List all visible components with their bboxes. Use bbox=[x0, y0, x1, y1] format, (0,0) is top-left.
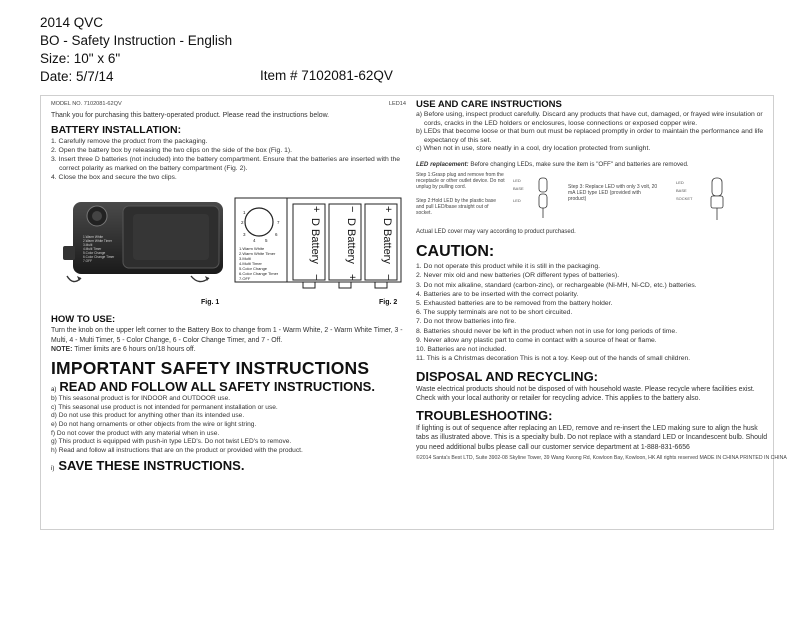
note-text: Timer limits are 6 hours on/18 hours off. bbox=[72, 345, 196, 353]
mode-label: 5.Color Change bbox=[239, 266, 268, 272]
use-care-item: b) LEDs that become loose or that burn out must be replaced promptly in order to maintain the performance and life expectancy of this set. bbox=[416, 128, 764, 144]
box-mode-label: 5.Color Change bbox=[83, 251, 106, 256]
mode-label: 4.Multi Timer bbox=[239, 261, 262, 267]
safety-item: d) Do not use this product for anything other than its intended use. bbox=[51, 412, 245, 420]
save-text: SAVE THESE INSTRUCTIONS. bbox=[58, 458, 245, 474]
read-follow-heading bbox=[51, 379, 406, 394]
base-label: BASE bbox=[676, 187, 687, 193]
step2-text: Step 2:Hold LED by the plastic base and pull LED/base straight out of socket. bbox=[416, 197, 497, 216]
battery-label: D Battery bbox=[345, 218, 357, 265]
mode-label: 1.Warm White bbox=[239, 246, 265, 252]
led-replacement-label: LED replacement: bbox=[416, 160, 469, 168]
box-mode-label: 7.OFF bbox=[83, 259, 93, 264]
model-row bbox=[51, 101, 406, 107]
mode-label: 7.OFF bbox=[239, 276, 251, 282]
header-item-number: Item # 7102081-62QV bbox=[260, 68, 393, 83]
how-to-use-text: Turn the knob on the upper left corner to the Battery Box to change from 1 - Warm White, 2 - Warm White Timer, 3 - Multi, 4 - Multi Timer, 5 - Color Change, 6 - Color Change Timer, and 7 - Off. bbox=[51, 327, 403, 344]
battery-steps-list bbox=[51, 137, 406, 182]
knob-number: 7 bbox=[277, 220, 280, 226]
caution-list bbox=[416, 262, 768, 363]
cover-note: Actual LED cover may vary according to product purchased. bbox=[416, 228, 576, 235]
knob-number: 6 bbox=[275, 232, 278, 238]
caution-heading: CAUTION: bbox=[416, 243, 495, 261]
header-line-title: BO - Safety Instruction - English bbox=[40, 33, 233, 48]
led-replacement-text: Before changing LEDs, make sure the item is "OFF" and batteries are removed. bbox=[468, 160, 689, 168]
header-line-date: Date: 5/7/14 bbox=[40, 69, 114, 84]
led-replacement-line bbox=[416, 161, 768, 168]
safety-item: g) This product is equipped with push-in type LED's. Do not twist LED's to remove. bbox=[51, 438, 292, 446]
led-code: LED14 bbox=[388, 101, 406, 107]
box-mode-label: 2.Warm White Timer bbox=[83, 239, 112, 244]
disposal-text: Waste electrical products should not be disposed of with household waste. Please recycle where facilities exist. Check with your local authority or retailer for recycling advice. This applies to the battery also. bbox=[416, 385, 755, 402]
polarity-minus: − bbox=[346, 206, 358, 213]
use-care-heading: USE AND CARE INSTRUCTIONS bbox=[416, 99, 562, 110]
document-header bbox=[40, 14, 232, 86]
instruction-sheet bbox=[40, 95, 787, 530]
battery-label: D Battery bbox=[381, 218, 393, 265]
use-care-item: a) Before using, inspect product carefully. Discard any products that have cut, damaged, or frayed wire insulation or cords, cracks in the LED holders or enclosures, loose connections or exposed copper wire. bbox=[416, 111, 763, 127]
knob-number: 4 bbox=[253, 238, 256, 244]
knob-number: 3 bbox=[243, 232, 246, 238]
safety-heading: IMPORTANT SAFETY INSTRUCTIONS bbox=[51, 358, 370, 379]
caution-item: 11. This is a Christmas decoration This is not a toy. Keep out of the hands of small children. bbox=[416, 355, 691, 363]
led-label: LED bbox=[513, 177, 521, 183]
battery-box-panel bbox=[133, 214, 209, 260]
save-instructions-heading bbox=[51, 458, 406, 473]
knob-number: 5 bbox=[265, 238, 268, 244]
note-label: NOTE: bbox=[51, 345, 73, 353]
thank-you-text: Thank you for purchasing this battery-operated product. Please read the instructions below. bbox=[51, 112, 330, 119]
box-mode-label: 4.Multi Timer bbox=[83, 247, 102, 252]
polarity-minus: − bbox=[382, 274, 394, 281]
safety-item: f) Do not cover the product with any material when in use. bbox=[51, 429, 220, 437]
header-line-size: Size: 10" x 6" bbox=[40, 51, 121, 66]
box-mode-label: 1.Warm White bbox=[83, 235, 104, 240]
mode-label: 2.Warm White Timer bbox=[239, 251, 276, 257]
knob-cap bbox=[92, 211, 102, 221]
caution-item: 6. The supply terminals are not to be short circuited. bbox=[416, 309, 573, 317]
caution-item: 8. Batteries should never be left in the product when not in use for long periods of time. bbox=[416, 327, 678, 335]
led-label: LED bbox=[513, 197, 521, 203]
battery-step: 4. Close the box and secure the two clips. bbox=[51, 174, 177, 182]
led-label: LED bbox=[676, 179, 684, 185]
polarity-plus: + bbox=[346, 274, 358, 281]
disposal-heading: DISPOSAL AND RECYCLING: bbox=[416, 368, 599, 384]
mode-label: 6.Color Change Timer bbox=[239, 271, 279, 277]
battery-step: 1. Carefully remove the product from the packaging. bbox=[51, 138, 208, 146]
led-socket-icon bbox=[668, 172, 748, 222]
safety-item: b) This seasonal product is for INDOOR and OUTDOOR use. bbox=[51, 395, 231, 403]
box-mode-label: 6.Color Change Timer bbox=[83, 255, 115, 260]
timer-note bbox=[51, 345, 406, 354]
caution-item: 1. Do not operate this product while it is still in the packaging. bbox=[416, 263, 600, 271]
save-letter: i) bbox=[51, 466, 55, 473]
led-removal-icon bbox=[511, 172, 561, 220]
side-clip bbox=[63, 246, 75, 260]
header-line-year: 2014 QVC bbox=[40, 15, 104, 30]
caution-item: 2. Never mix old and new batteries (OR different types of batteries). bbox=[416, 272, 620, 280]
box-mode-label: 3.Multi bbox=[83, 243, 93, 248]
fig1-caption: Fig. 1 bbox=[201, 299, 220, 307]
how-to-use-heading: HOW TO USE: bbox=[51, 314, 116, 326]
knob-number: 2 bbox=[241, 220, 244, 226]
safety-item: c) This seasonal use product is not intended for permanent installation or use. bbox=[51, 403, 278, 411]
battery-installation-heading: BATTERY INSTALLATION: bbox=[51, 124, 182, 137]
use-care-list bbox=[416, 111, 768, 154]
copyright-footer: ©2014 Santa's Best LTD, Suite 3902-08 Skyline Tower, 39 Wang Kwong Rd, Kowloon Bay, Kowloon, HK All rights reserved MADE IN CHINA PRINTED IN CHINA bbox=[416, 454, 787, 461]
safety-item: h) Read and follow all instructions that are on the product or provided with the product. bbox=[51, 446, 303, 454]
caution-item: 4. Batteries are to be inserted with the correct polarity. bbox=[416, 290, 579, 298]
right-column bbox=[416, 99, 787, 461]
left-column bbox=[51, 101, 406, 473]
battery-step: 2. Open the battery box by releasing the two clips on the side of the box (Fig. 1). bbox=[51, 147, 293, 155]
battery-label: D Battery bbox=[309, 218, 321, 265]
troubleshooting-text: If lighting is out of sequence after replacing an LED, remove and re-insert the LED making sure to align the husk tabs as illustrated above. This is a specialty bulb. Do not replace with a standard LED or Incandescent bulb. Should you need additional bulbs please call our customer service department at 1-888-831-6656 bbox=[416, 425, 768, 451]
battery-box-figure bbox=[59, 198, 227, 294]
safety-item: e) Do not hang ornaments or other objects from the wire or light string. bbox=[51, 420, 257, 428]
safety-list bbox=[51, 395, 406, 455]
knob-number: 1 bbox=[243, 210, 246, 216]
knob-outline bbox=[245, 208, 273, 236]
troubleshooting-heading: TROUBLESHOOTING: bbox=[416, 408, 553, 424]
model-number: MODEL NO. 7102081-62QV bbox=[51, 101, 122, 107]
polarity-plus: + bbox=[382, 206, 394, 213]
caution-item: 7. Do not throw batteries into fire. bbox=[416, 318, 517, 326]
use-care-item: c) When not in use, store neatly in a cool, dry location protected from sunlight. bbox=[416, 145, 651, 153]
read-follow-text: READ AND FOLLOW ALL SAFETY INSTRUCTIONS. bbox=[59, 379, 375, 395]
battery-step: 3. Insert three D batteries (not included) into the battery compartment. Ensure that the batteries are inserted with the correct polarity as marked on the battery compartment (Fig. 2). bbox=[51, 156, 401, 173]
socket-label: SOCKET bbox=[676, 195, 693, 201]
led-replacement-figure bbox=[416, 172, 768, 228]
caution-item: 5. Exhausted batteries are to be removed from the battery holder. bbox=[416, 300, 613, 308]
read-letter: a) bbox=[51, 387, 57, 394]
polarity-minus: − bbox=[310, 274, 322, 281]
fig2-caption: Fig. 2 bbox=[379, 299, 398, 307]
caution-item: 9. Never allow any plastic part to come in contact with a source of heat or flame. bbox=[416, 336, 657, 344]
battery-compartment-figure bbox=[233, 196, 403, 292]
caution-item: 3. Do not mix alkaline, standard (carbon-zinc), or rechargeable (Ni-MH, Ni-CD, etc.) batteries. bbox=[416, 281, 697, 289]
step3-text: Step 3: Replace LED with only 3 volt, 20 mA LED type LED (provided with product) bbox=[568, 183, 658, 202]
mode-label: 3.Multi bbox=[239, 256, 251, 262]
base-label: BASE bbox=[513, 185, 524, 191]
figures-area bbox=[51, 186, 406, 307]
caution-item: 10. Batteries are not included. bbox=[416, 346, 507, 354]
step1-text: Step 1:Grasp plug and remove from the receptacle or other outlet device. Do not unplug by pulling cord. bbox=[416, 171, 505, 190]
polarity-plus: + bbox=[310, 206, 322, 213]
